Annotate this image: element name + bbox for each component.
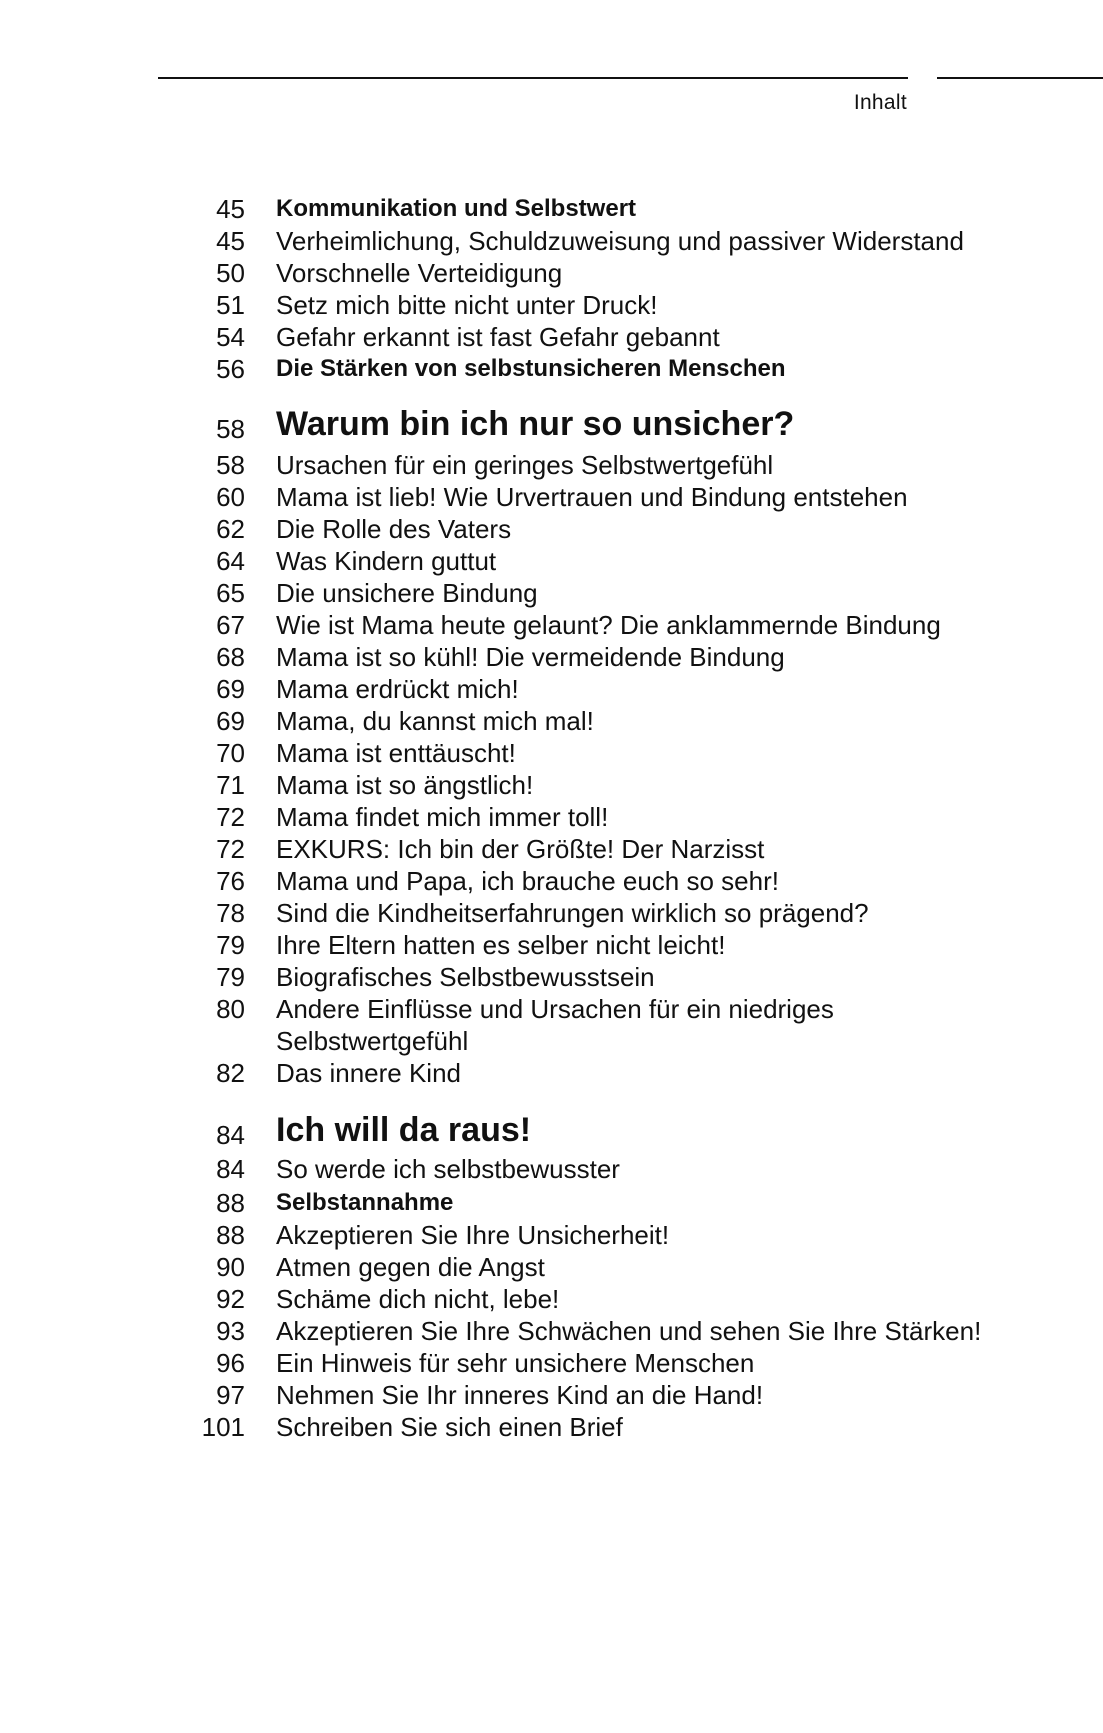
entry-title: Ursachen für ein geringes Selbstwertgefühl — [276, 450, 774, 480]
entry-title: Mama erdrückt mich! — [276, 674, 519, 704]
page-number: 58 — [216, 450, 245, 480]
page-number: 84 — [216, 1154, 245, 1184]
page-number: 45 — [216, 194, 245, 224]
toc-entry — [0, 703, 1103, 739]
chapter-heading-row — [0, 1111, 1103, 1153]
entry-title: Vorschnelle Verteidigung — [276, 258, 563, 288]
entry-title: Mama ist so ängstlich! — [276, 770, 534, 800]
toc-entry — [0, 735, 1103, 771]
page-number: 68 — [216, 642, 245, 672]
entry-title: Setz mich bitte nicht unter Druck! — [276, 290, 658, 320]
entry-title: So werde ich selbstbewusster — [276, 1154, 620, 1184]
toc-entry — [0, 1281, 1103, 1317]
toc-entry — [0, 1217, 1103, 1253]
entry-title: Sind die Kindheitserfahrungen wirklich so prägend? — [276, 898, 869, 928]
entry-title: Mama ist enttäuscht! — [276, 738, 516, 768]
entry-title: Mama ist so kühl! Die vermeidende Bindung — [276, 642, 785, 672]
toc-entry — [0, 639, 1103, 675]
entry-title: Das innere Kind — [276, 1058, 461, 1088]
chapter-heading-row — [0, 405, 1103, 447]
toc-entry — [0, 767, 1103, 803]
entry-title: Mama und Papa, ich brauche euch so sehr! — [276, 866, 779, 896]
entry-title: Nehmen Sie Ihr inneres Kind an die Hand! — [276, 1380, 764, 1410]
entry-title: Andere Einflüsse und Ursachen für ein niedriges — [276, 994, 834, 1024]
toc-entry — [0, 863, 1103, 899]
toc-entry — [0, 927, 1103, 963]
entry-title: Die unsichere Bindung — [276, 578, 538, 608]
entry-title: Kommunikation und Selbstwert — [276, 195, 637, 222]
page-number: 69 — [216, 674, 245, 704]
entry-title: Selbstannahme — [276, 1189, 454, 1216]
entry-title: EXKURS: Ich bin der Größte! Der Narzisst — [276, 834, 765, 864]
page-number: 69 — [216, 706, 245, 736]
chapter-title: Warum bin ich nur so unsicher? — [276, 405, 795, 443]
toc-entry — [0, 1313, 1103, 1349]
toc-entry — [0, 1249, 1103, 1285]
entry-title: Was Kindern guttut — [276, 546, 497, 576]
page-number: 56 — [216, 354, 245, 384]
page-number: 82 — [216, 1058, 245, 1088]
toc-entry — [0, 479, 1103, 515]
toc-entry — [0, 223, 1103, 259]
entry-title: Biografisches Selbstbewusstsein — [276, 962, 655, 992]
entry-title: Mama ist lieb! Wie Urvertrauen und Bindung entstehen — [276, 482, 908, 512]
page-number: 54 — [216, 322, 245, 352]
toc-entry — [0, 319, 1103, 355]
toc-entry — [0, 191, 1103, 227]
page-number: 96 — [216, 1348, 245, 1378]
toc-entry — [0, 991, 1103, 1027]
running-head: Inhalt — [853, 91, 907, 114]
page-number: 88 — [216, 1220, 245, 1250]
toc-entry — [0, 1377, 1103, 1413]
toc-entry — [0, 831, 1103, 867]
toc-entry — [0, 1409, 1103, 1445]
page-number: 64 — [216, 546, 245, 576]
page-number: 71 — [216, 770, 245, 800]
toc-entry — [0, 351, 1103, 387]
page-number: 45 — [216, 226, 245, 256]
page-number: 88 — [216, 1188, 245, 1218]
page-number: 62 — [216, 514, 245, 544]
entry-title: Mama findet mich immer toll! — [276, 802, 609, 832]
page-number: 92 — [216, 1284, 245, 1314]
entry-title: Die Rolle des Vaters — [276, 514, 512, 544]
page-number: 65 — [216, 578, 245, 608]
page-number: 97 — [216, 1380, 245, 1410]
page-number: 72 — [216, 802, 245, 832]
toc-entry — [0, 607, 1103, 643]
toc-entry — [0, 1055, 1103, 1091]
toc-entry — [0, 1151, 1103, 1187]
toc-entry — [0, 895, 1103, 931]
entry-title-continuation: Selbstwertgefühl — [276, 1026, 469, 1056]
entry-title: Atmen gegen die Angst — [276, 1252, 545, 1282]
toc-entry — [0, 1185, 1103, 1221]
header-rule — [158, 77, 908, 79]
chapter-title: Ich will da raus! — [276, 1111, 532, 1149]
page-number: 79 — [216, 962, 245, 992]
page-number: 70 — [216, 738, 245, 768]
page-number: 101 — [201, 1412, 245, 1442]
entry-title: Mama, du kannst mich mal! — [276, 706, 594, 736]
toc-entry — [0, 511, 1103, 547]
page-number: 60 — [216, 482, 245, 512]
page-number: 51 — [216, 290, 245, 320]
page-number: 79 — [216, 930, 245, 960]
entry-title: Ein Hinweis für sehr unsichere Menschen — [276, 1348, 755, 1378]
toc-entry — [0, 799, 1103, 835]
toc-entry — [0, 543, 1103, 579]
entry-title: Wie ist Mama heute gelaunt? Die anklammernde Bindung — [276, 610, 941, 640]
page-number: 93 — [216, 1316, 245, 1346]
page-number: 80 — [216, 994, 245, 1024]
page-number: 67 — [216, 610, 245, 640]
entry-title: Schreiben Sie sich einen Brief — [276, 1412, 623, 1442]
page-number: 58 — [216, 414, 245, 444]
entry-title: Akzeptieren Sie Ihre Unsicherheit! — [276, 1220, 670, 1250]
toc-entry — [0, 1345, 1103, 1381]
page-number: 84 — [216, 1120, 245, 1150]
toc-entry — [0, 287, 1103, 323]
entry-title: Ihre Eltern hatten es selber nicht leicht! — [276, 930, 726, 960]
entry-title: Gefahr erkannt ist fast Gefahr gebannt — [276, 322, 720, 352]
entry-title: Akzeptieren Sie Ihre Schwächen und sehen Sie Ihre Stärken! — [276, 1316, 982, 1346]
page-number: 78 — [216, 898, 245, 928]
entry-title: Die Stärken von selbstunsicheren Menschen — [276, 355, 786, 382]
page-number: 90 — [216, 1252, 245, 1282]
toc-entry — [0, 255, 1103, 291]
toc-entry — [0, 959, 1103, 995]
header-rule-right — [937, 77, 1103, 79]
toc-entry — [0, 671, 1103, 707]
page-number: 76 — [216, 866, 245, 896]
entry-title: Schäme dich nicht, lebe! — [276, 1284, 560, 1314]
toc-entry — [0, 447, 1103, 483]
page-number: 50 — [216, 258, 245, 288]
entry-title: Verheimlichung, Schuldzuweisung und passiver Widerstand — [276, 226, 964, 256]
toc-entry — [0, 575, 1103, 611]
page-number: 72 — [216, 834, 245, 864]
